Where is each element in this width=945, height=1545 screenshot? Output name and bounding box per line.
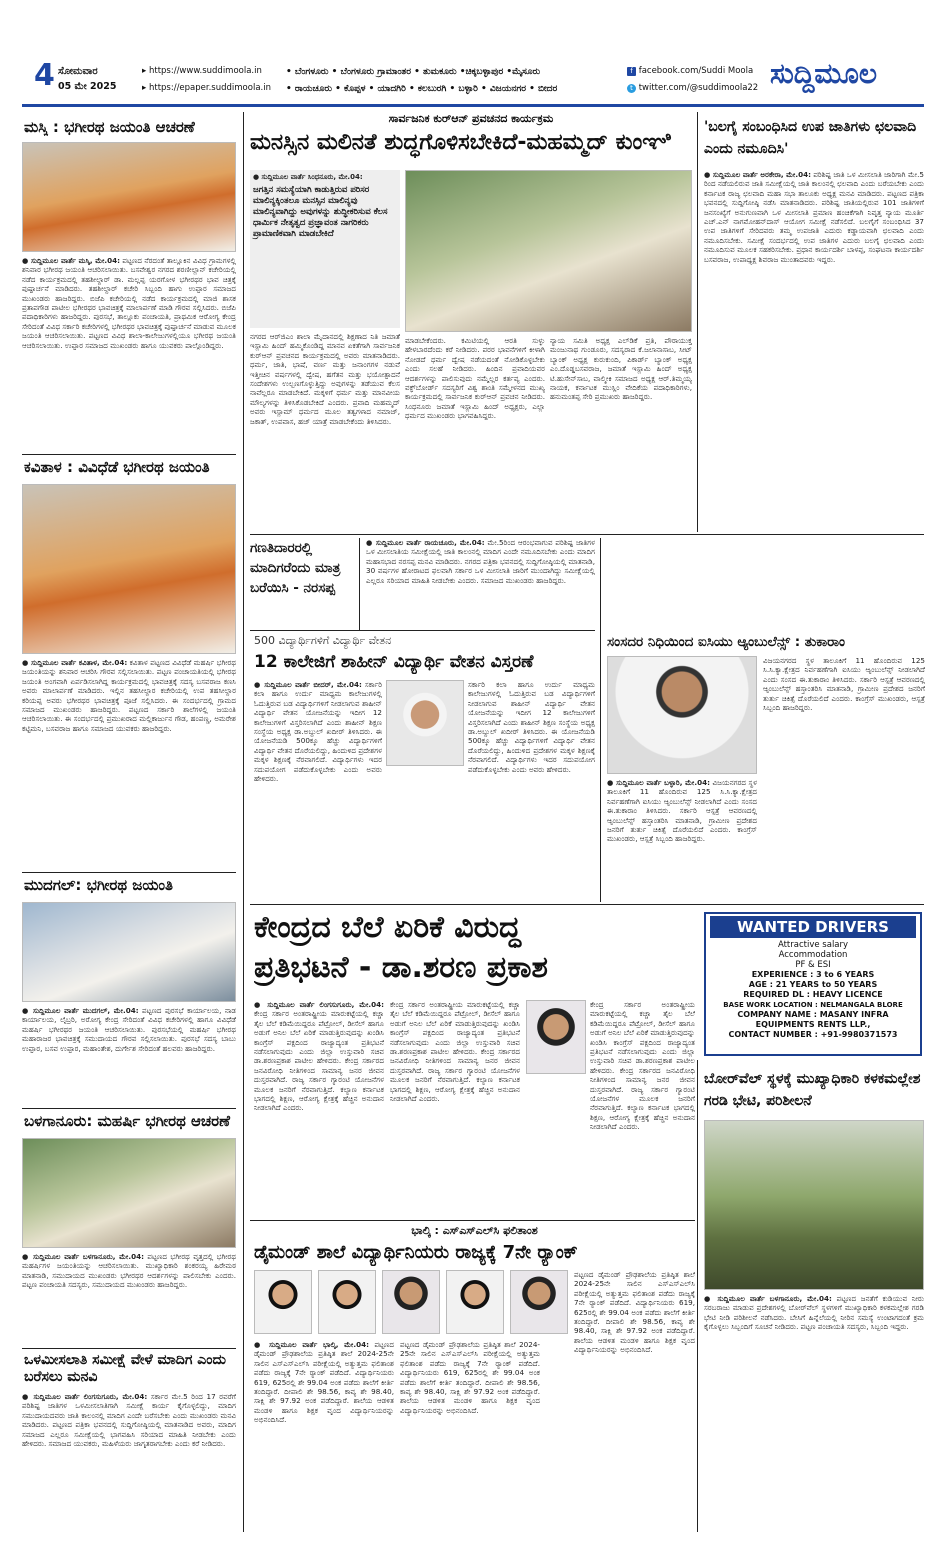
twitter-icon: t [627, 84, 636, 93]
photo-student-4 [446, 1270, 504, 1334]
rank-body-2: ಪಟ್ಟಣದ ಡೈಮಂಡ್ ಪ್ರೌಢಶಾಲೆಯ ಪ್ರತಿಷ್ಠಿತ ಶಾಲೆ 2024-25ನೇ ಸಾಲಿನ ಎಸ್‌ಎಸ್‌ಎಲ್‌ಸಿ ಪರೀಕ್ಷೆಯಲ್ಲಿ ಅತ್ಯುತ್ತಮ ಫಲಿತಾಂಶ ಪಡೆದು ರಾಜ್ಯಕ್ಕೆ 7ನೇ ರ್‍ಯಾಂಕ್ ಪಡೆದಿದೆ. ವಿದ್ಯಾರ್ಥಿನಿಯರು 619, 625ರಲ್ಲಿ ಶೇ 99.04 ಅಂಕ ಪಡೆದು ಶಾಲೆಗೆ ಕೀರ್ತಿ ತಂದಿದ್ದಾರೆ. ದೀಪಾಲಿ ಶೇ 98.56, ಕಾವ್ಯ ಶೇ 98.40, ಸಾಕ್ಷಿ ಶೇ 97.92 ಅಂಕ ಪಡೆದಿದ್ದಾರೆ. ಶಾಲೆಯ ಆಡಳಿತ ಮಂಡಳಿ ಹಾಗೂ ಶಿಕ್ಷಕ ವೃಂದ ವಿದ್ಯಾರ್ಥಿನಿಯರನ್ನು ಅಭಿನಂದಿಸಿದೆ. [400, 1340, 540, 1415]
sch-headline: 12 ಕಾಲೇಜಿಗೆ ಶಾಹೀನ್ ವಿದ್ಯಾರ್ಥಿ ವೇತನ ವಿಸ್ತರಣೆ [254, 652, 534, 672]
district-nav-2: • ರಾಯಚೂರು • ಕೊಪ್ಪಳ • ಯಾದಗಿರಿ • ಕಲಬುರಗಿ • ಬಳ್ಳಾರಿ • ವಿಜಯನಗರ • ಬೀದರ [286, 84, 558, 94]
ad-line: EQUIPMENTS RENTS LLP., [755, 1020, 871, 1029]
globe-icon: ▸ [142, 83, 149, 93]
protest-body-1: ● ಸುದ್ದಿಮೂಲ ವಾರ್ತೆ ಲಿಂಗಸುಗೂರು, ಮೇ.04: ಕೇಂದ್ರ ಸರ್ಕಾರ ಅಂತರಾಷ್ಟ್ರೀಯ ಮಾರುಕಟ್ಟೆಯಲ್ಲಿ ಕಚ್ಚಾ ತೈಲ ಬೆಲೆ ಕಡಿಮೆಯಿದ್ದರೂ ಪೆಟ್ರೋಲ್, ಡೀಸೆಲ್ ಹಾಗೂ ಅಡುಗೆ ಅನಿಲ ಬೆಲೆ ಏರಿಕೆ ಮಾಡುತ್ತಿರುವುದನ್ನು ಖಂಡಿಸಿ ಕಾಂಗ್ರೆಸ್ ಪಕ್ಷದಿಂದ ರಾಜ್ಯಾದ್ಯಂತ ಪ್ರತಿಭಟನೆ ನಡೆಸಲಾಗುವುದು ಎಂದು ಜಿಲ್ಲಾ ಉಸ್ತುವಾರಿ ಸಚಿವ ಡಾ.ಶರಣಪ್ರಕಾಶ ಪಾಟೀಲ ಹೇಳಿದರು. ಕೇಂದ್ರ ಸರ್ಕಾರದ ಜನವಿರೋಧಿ ನೀತಿಗಳಿಂದ ಸಾಮಾನ್ಯ ಜನರ ಜೀವನ ದುಸ್ತರವಾಗಿದೆ. ರಾಜ್ಯ ಸರ್ಕಾರ ಗ್ಯಾರಂಟಿ ಯೋಜನೆಗಳ ಮೂಲಕ ಜನರಿಗೆ ನೆರವಾಗುತ್ತಿದೆ. ಕಲ್ಯಾಣ ಕರ್ನಾಟಕ ಭಾಗದಲ್ಲಿ ಶಿಕ್ಷಣ, ಆರೋಗ್ಯ ಕ್ಷೇತ್ರಕ್ಕೆ ಹೆಚ್ಚಿನ ಅನುದಾನ ನೀಡಲಾಗಿದೆ ಎಂದರು. [254, 1000, 384, 1113]
ad-line: BASE WORK LOCATION : NELMANGALA BLORE [723, 1001, 903, 1009]
ad-title: WANTED DRIVERS [710, 916, 916, 938]
ad-line: AGE : 21 YEARS to 50 YEARS [748, 980, 878, 989]
drivers-ad [704, 912, 922, 1056]
rank-kicker: ಭಾಲ್ಕಿ : ಎಸ್‌ಎಸ್‌ಎಲ್‌ಸಿ ಫಲಿತಾಂಶ [411, 1224, 538, 1237]
article-body: ● ಸುದ್ದಿಮೂಲ ವಾರ್ತೆ ಬಳಗಾನೂರು, ಮೇ.04: ಪಟ್ಟಣದ ಜನತೆಗೆ ಕುಡಿಯುವ ನೀರು ಸರಬರಾಜು ಮಾಡುವ ಪ್ರದೇಶಗಳಲ್ಲಿ ಬೋರ್‌ವೆಲ್ ಸ್ಥಳಗಳಿಗೆ ಮುಖ್ಯಾಧಿಕಾರಿ ಕಳಕಮಲ್ಲೇಶ ಗರಡಿ ಭೇಟಿ ನೀಡಿ ಪರಿಶೀಲನೆ ನಡೆಸಿದರು. ಬೇಸಿಗೆ ಹಿನ್ನೆಲೆಯಲ್ಲಿ ನೀರಿನ ಸಮಸ್ಯೆ ಉಂಟಾಗದಂತೆ ಕ್ರಮ ಕೈಗೊಳ್ಳಲು ಸಿಬ್ಬಂದಿಗೆ ಸೂಚನೆ ನೀಡಿದರು. ಪಟ್ಟಣ ಪಂಚಾಯತಿ ಸದಸ್ಯರು, ಸಿಬ್ಬಂದಿ ಇದ್ದರು. [704, 1294, 924, 1332]
protest-body-2: ಕೇಂದ್ರ ಸರ್ಕಾರ ಅಂತರಾಷ್ಟ್ರೀಯ ಮಾರುಕಟ್ಟೆಯಲ್ಲಿ ಕಚ್ಚಾ ತೈಲ ಬೆಲೆ ಕಡಿಮೆಯಿದ್ದರೂ ಪೆಟ್ರೋಲ್, ಡೀಸೆಲ್ ಹಾಗೂ ಅಡುಗೆ ಅನಿಲ ಬೆಲೆ ಏರಿಕೆ ಮಾಡುತ್ತಿರುವುದನ್ನು ಖಂಡಿಸಿ ಕಾಂಗ್ರೆಸ್ ಪಕ್ಷದಿಂದ ರಾಜ್ಯಾದ್ಯಂತ ಪ್ರತಿಭಟನೆ ನಡೆಸಲಾಗುವುದು ಎಂದು ಜಿಲ್ಲಾ ಉಸ್ತುವಾರಿ ಸಚಿವ ಡಾ.ಶರಣಪ್ರಕಾಶ ಪಾಟೀಲ ಹೇಳಿದರು. ಕೇಂದ್ರ ಸರ್ಕಾರದ ಜನವಿರೋಧಿ ನೀತಿಗಳಿಂದ ಸಾಮಾನ್ಯ ಜನರ ಜೀವನ ದುಸ್ತರವಾಗಿದೆ. ರಾಜ್ಯ ಸರ್ಕಾರ ಗ್ಯಾರಂಟಿ ಯೋಜನೆಗಳ ಮೂಲಕ ಜನರಿಗೆ ನೆರವಾಗುತ್ತಿದೆ. ಕಲ್ಯಾಣ ಕರ್ನಾಟಕ ಭಾಗದಲ್ಲಿ ಶಿಕ್ಷಣ, ಆರೋಗ್ಯ ಕ್ಷೇತ್ರಕ್ಕೆ ಹೆಚ್ಚಿನ ಅನುದಾನ ನೀಡಲಾಗಿದೆ ಎಂದರು. [390, 1000, 520, 1104]
article-body: ● ಸುದ್ದಿಮೂಲ ವಾರ್ತೆ ಮುದಗಲ್, ಮೇ.04: ಪಟ್ಟಣದ ಪುರಸಭೆ ಕಾರ್ಯಾಲಯ, ನಾಡ ಕಾರ್ಯಾಲಯ, ಲೈಬ್ರರಿ, ಅರೋಗ್ಯ ಕೇಂದ್ರ ಸೇರಿದಂತೆ ವಿವಿಧ ಕಚೇರಿಗಳಲ್ಲಿ ಹಾಗೂ ವಿವಿಧೆಡೆ ಮಹರ್ಷಿ ಭಗೀರಥರ ಜಯಂತಿ ಆಚರಿಸಲಾಯಿತು. ಪುರಸಭೆಯಲ್ಲಿ ಮಹರ್ಷಿ ಭಗೀರಥ ಮಹಾರಾಜರ ಭಾವಚಿತ್ರಕ್ಕೆ ಸಮುದಾಯದ ಗೌರವ ಸಲ್ಲಿಸಲಾಯಿತು. ಪುರಸಭೆ ಸದಸ್ಯ ಬಾಬು ಉಪ್ಪಾರ, ಬಸವ ಉಪ್ಪಾರ, ಮಹಾಂತೇಶ, ದುರ್ಗೇಶ ಸೇರಿದಂತೆ ಹಲವರು ಹಾಜರಿದ್ದರು. [22, 1006, 236, 1053]
lead-body-col-2: ಮಾಡಬೇಕೆಂದರು. ಕಮಿಟಿಯಲ್ಲಿ ಆರತಿ ಸುಳ್ಳು ಹೇಳಬಾರದೆಂದು ಕರೆ ನೀಡಿದರು. ಪರರ ಭಾವನೆಗಳಿಗೆ ಕೀಳಾಗಿ ನೋಡದೆ ಧರ್ಮ ದ್ವೇಷ ನಡೆಯದಂತೆ ನೋಡಿಕೊಳ್ಳಬೇಕು ಎಂದು ಸಲಹೆ ನೀಡಿದರು. ಹಿಂದಿನ ಪ್ರವಾದಿಯವರ ಆದರ್ಶಗಳನ್ನು ಪಾಲಿಸುವುದು ನಮ್ಮೆಲ್ಲರ ಕರ್ತವ್ಯ ಎಂದರು. ವಕ್ಫ್‌ಬೋರ್ಡ್ ಸದಸ್ಯರಿಗೆ ವಿಶ್ವ ಶಾಂತಿ ಸಮ್ಮೇಳನದ ಮುಖ್ಯ ಕಾರ್ಯಕ್ರಮದಲ್ಲಿ ಸಾರ್ವಜನಿಕ ಕುರ್‌ಆನ್ ಪ್ರವಚನ ನೀಡಿದರು. ಸಿಂಧನೂರು ಜಮಾತೆ ಇಸ್ಲಾಮಿ ಹಿಂದ್ ಅಧ್ಯಕ್ಷರು, ಎಲ್ಲಾ ಧರ್ಮದ ಮುಖಂಡರು ಭಾಗವಹಿಸಿದ್ದರು. [405, 336, 545, 421]
article-title: ಒಳಮೀಸಲಾತಿ ಸಮೀಕ್ಷೆ ವೇಳೆ ಮಾದಿಗ ಎಂದು ಬರೆಸಲು ಮನವಿ [24, 1352, 226, 1385]
lead-headline: ಮನಸ್ಸಿನ ಮಲಿನತೆ ಶುದ್ಧಗೊಳಿಸಬೇಕಿದೆ-ಮಹಮ್ಮದ್ ಕುಂಞಿ [250, 130, 671, 155]
article-body: ● ಸುದ್ದಿಮೂಲ ವಾರ್ತೆ ಅರಕೇರಾ, ಮೇ.04: ಪರಿಶಿಷ್ಟ ಜಾತಿ ಒಳ ಮೀಸಲಾತಿ ಜಾರಿಗಾಗಿ ಮೇ.5 ರಿಂದ ನಡೆಯಲಿರುವ ಜಾತಿ ಸಮೀಕ್ಷೆಯಲ್ಲಿ ಜಾತಿ ಕಾಲಂನಲ್ಲಿ ಛಲವಾದಿ ಎಂದು ಬರೆಯಬೇಕು ಎಂದು ಕರ್ನಾಟಕ ರಾಜ್ಯ ಛಲವಾದಿ ಮಹಾ ಸಭಾ ತಾಲೂಕು ಅಧ್ಯಕ್ಷ ಮನವಿ ಮಾಡಿದರು. ಪಟ್ಟಣದ ಪತ್ರಿಕಾ ಭವನದಲ್ಲಿ ಸುದ್ದಿಗೋಷ್ಠಿ ನಡೆಸಿ ಮಾತನಾಡಿದರು. ಪರಿಶಿಷ್ಟ ಜಾತಿಯಲ್ಲಿರುವ 101 ಜಾತಿಗಳಿಗೆ ಜನಸಂಖ್ಯೆಗೆ ಅನುಗುಣವಾಗಿ ಒಳ ಮೀಸಲಾತಿ ಪ್ರಮಾಣ ಹಂಚಿಕೆಗಾಗಿ ನಿವೃತ್ತ ನ್ಯಾಯ ಮೂರ್ತಿ ಎಚ್.ಎನ್ ನಾಗಮೋಹನ್‌ದಾಸ್ ಆಯೋಗ ಸಮೀಕ್ಷೆ ನಡೆಸಲಿದೆ. ಬಲಗೈಗೆ ಸಂಬಂಧಿಸಿದ 37 ಉಪ ಜಾತಿಗಳಿಗೆ ಸೇರಿದವರು ತಮ್ಮ ಉಪಜಾತಿ ಎದುರು ಕಡ್ಡಾಯವಾಗಿ ಛಲವಾದಿ ಎಂದು ನಮೂದಿಸಬೇಕು. ಸಮೀಕ್ಷೆ ಸಂದರ್ಭದಲ್ಲಿ ಉಪ ಜಾತಿಗಳ ಎದುರು ಬಲಗೈ ಛಲವಾದಿ ಎಂದು ನಮೂದಿಸುವ ಮೂಲಕ ಸಹಕರಿಸಬೇಕು. ಪ್ರಧಾನ ಕಾರ್ಯದರ್ಶಿ ಬಾಳಪ್ಪ, ಸಂಘಟನಾ ಕಾರ್ಯದರ್ಶಿ ಬಸವರಾಜ, ಉಪಾಧ್ಯಕ್ಷ ಶಿವರಾಜ ಮುಂತಾದವರು ಇದ್ದರು. [704, 170, 924, 264]
district-nav-1: • ಬೆಂಗಳೂರು • ಬೆಂಗಳೂರು ಗ್ರಾಮಾಂತರ • ತುಮಕೂರು •ಚಿಕ್ಕಬಳ್ಳಾಪುರ •ಮೈಸೂರು [286, 67, 541, 77]
photo-protest-person [526, 1000, 586, 1074]
lead-pullquote: ● ಸುದ್ದಿಮೂಲ ವಾರ್ತೆ ಸಿಂಧನೂರು, ಮೇ.04: ಜಗತ್ತಿನ ಸಮಸ್ಯೆಯಾಗಿ ಕಾಡುತ್ತಿರುವ ಪರಿಸರ ಮಾಲಿನ್ಯಕ್ಕಿಂತಲೂ ಮನಸ್ಸಿನ ಮಾಲಿನ್ಯವು ಮಾಲಿನ್ಯವಾಗಿದ್ದು ಅವುಗಳನ್ನು ಶುದ್ಧೀಕರಿಸುವ ಕೆಲಸ ಧಾರ್ಮಿಕ ನೇತೃತ್ವದ ಪ್ರಜ್ಞಾವಂತ ನಾಗರಿಕರು ಪ್ರಾಮಾಣಿಕವಾಗಿ ಮಾಡಬೇಕಿದೆ [250, 170, 400, 328]
url-main[interactable]: ▸ https://www.suddimoola.in [142, 66, 262, 76]
protest-headline-1: ಕೇಂದ್ರದ ಬೆಲೆ ಏರಿಕೆ ವಿರುದ್ಧ [254, 910, 521, 945]
photo-balaganur-event [22, 1138, 236, 1248]
ad-line: EXPERIENCE : 3 to 6 YEARS [751, 970, 875, 979]
lead-kicker: ಸಾರ್ವಜನಿಕ ಕುರ್‌ಆನ್ ಪ್ರವಚನದ ಕಾರ್ಯಕ್ರಮ [388, 112, 554, 125]
protest-headline-2: ಪ್ರತಿಭಟನೆ - ಡಾ.ಶರಣ ಪ್ರಕಾಶ [254, 950, 548, 985]
url-epaper[interactable]: ▸ https://epaper.suddimoola.in [142, 83, 271, 93]
article-body-cont: ವಿಜಯನಗರದ ಸ್ಥಳ ತಾಲೂಕಿಗೆ 11 ಹೊಂದಿರುವ 125 ಸಿ.ಸಿ.ಕ್ಯಾ.ಕ್ಷೇತ್ರದ ನಿರ್ವಹಣೆಗಾಗಿ ಐಸಿಯು ಆ್ಯಂಬುಲೆನ್ಸ್ ನೀಡಲಾಗಿದೆ ಎಂದು ಸಂಸದ ಈ.ತುಕಾರಾಂ ತಿಳಿಸಿದರು. ಸರ್ಕಾರಿ ಆಸ್ಪತ್ರೆ ಆವರಣದಲ್ಲಿ ಆ್ಯಂಬುಲೆನ್ಸ್ ಹಸ್ತಾಂತರಿಸಿ ಮಾತನಾಡಿ, ಗ್ರಾಮೀಣ ಪ್ರದೇಶದ ಜನರಿಗೆ ತುರ್ತು ಚಿಕಿತ್ಸೆ ದೊರೆಯಲಿದೆ ಎಂದರು. ಕಾಂಗ್ರೆಸ್ ಮುಖಂಡರು, ಆಸ್ಪತ್ರೆ ಸಿಬ್ಬಂದಿ ಹಾಜರಿದ್ದರು. [763, 656, 925, 713]
lead-body-col-3: ನ್ಯಾಯ ಸಮಿತಿ ಅಧ್ಯಕ್ಷ ಎಲ್‌ಡಿಕೆ ಪ್ರತಿ, ಪೌರಾಯುಕ್ತ ಮಂಜುನಾಥ ಗುಂಡೂರು, ಸದಸ್ಯರಾದ ಕೆ.ಜಲಾನಾಸಾಬ, ಸೀಟ್ ಬ್ಯಾಂಕ್ ಅಧ್ಯಕ್ಷ ಕುರುಕುಂದಿ, ಪಿಕಾರ್ಡ್ ಬ್ಯಾಂಕ್ ಅಧ್ಯಕ್ಷ ಎಂ.ದೊಡ್ಡಬಸವರಾಜ, ಜಮಾತೆ ಇಸ್ಲಾಮಿ ಹಿಂದ್ ಅಧ್ಯಕ್ಷ ಟಿ.ಹುಸೇನ್‌ಸಾಬ, ವಾಲ್ಮೀಕಿ ಸಮಾಜದ ಅಧ್ಯಕ್ಷ ಆರ್.ತಿಮ್ಮಯ್ಯ ನಾಯಕ, ಕರ್ನಾಟಕ ಮುಸ್ಲಿಂ ವೇದಿಕೆಯ ಪದಾಧಿಕಾರಿಗಳು, ಹನುಮಂತಪ್ಪ ಸೇರಿ ಪ್ರಮುಖರು ಹಾಜರಿದ್ದರು. [550, 336, 692, 402]
globe-icon: ▸ [142, 66, 149, 76]
note-narasappa [250, 538, 595, 630]
protest-body-3: ಕೇಂದ್ರ ಸರ್ಕಾರ ಅಂತರಾಷ್ಟ್ರೀಯ ಮಾರುಕಟ್ಟೆಯಲ್ಲಿ ಕಚ್ಚಾ ತೈಲ ಬೆಲೆ ಕಡಿಮೆಯಿದ್ದರೂ ಪೆಟ್ರೋಲ್, ಡೀಸೆಲ್ ಹಾಗೂ ಅಡುಗೆ ಅನಿಲ ಬೆಲೆ ಏರಿಕೆ ಮಾಡುತ್ತಿರುವುದನ್ನು ಖಂಡಿಸಿ ಕಾಂಗ್ರೆಸ್ ಪಕ್ಷದಿಂದ ರಾಜ್ಯಾದ್ಯಂತ ಪ್ರತಿಭಟನೆ ನಡೆಸಲಾಗುವುದು ಎಂದು ಜಿಲ್ಲಾ ಉಸ್ತುವಾರಿ ಸಚಿವ ಡಾ.ಶರಣಪ್ರಕಾಶ ಪಾಟೀಲ ಹೇಳಿದರು. ಕೇಂದ್ರ ಸರ್ಕಾರದ ಜನವಿರೋಧಿ ನೀತಿಗಳಿಂದ ಸಾಮಾನ್ಯ ಜನರ ಜೀವನ ದುಸ್ತರವಾಗಿದೆ. ರಾಜ್ಯ ಸರ್ಕಾರ ಗ್ಯಾರಂಟಿ ಯೋಜನೆಗಳ ಮೂಲಕ ಜನರಿಗೆ ನೆರವಾಗುತ್ತಿದೆ. ಕಲ್ಯಾಣ ಕರ್ನಾಟಕ ಭಾಗದಲ್ಲಿ ಶಿಕ್ಷಣ, ಆರೋಗ್ಯ ಕ್ಷೇತ್ರಕ್ಕೆ ಹೆಚ್ಚಿನ ಅನುದಾನ ನೀಡಲಾಗಿದೆ ಎಂದರು. [590, 1000, 695, 1132]
photo-student-2 [318, 1270, 376, 1334]
photo-mudagal-event [22, 902, 236, 1002]
article-title: ಬಳಗಾನೂರು: ಮಹರ್ಷಿ ಭಗೀರಥ ಆಚರಣೆ [24, 1112, 231, 1130]
sslc-rank-article [250, 1224, 695, 1532]
twitter-link[interactable]: t twitter.com/@suddimoola22 [627, 83, 758, 94]
photo-kavitala-event [22, 484, 236, 654]
note-title: ಗಣತಿದಾರರಲ್ಲಿ ಮಾದಿಗರೆಂದು ಮಾತ್ರ ಬರೆಯಿಸಿ - ನರಸಪ್ಪ [250, 538, 360, 630]
article-title: ಬೋರ್‌ವೆಲ್ ಸ್ಥಳಕ್ಕೆ ಮುಖ್ಯಾಧಿಕಾರಿ ಕಳಕಮಲ್ಲೇಶ ಗರಡಿ ಭೇಟಿ, ಪರಿಶೀಲನೆ [704, 1071, 921, 1109]
page-number: 4 [34, 58, 55, 93]
photo-borewell-site [704, 1120, 924, 1290]
sch-body-1: ● ಸುದ್ದಿಮೂಲ ವಾರ್ತೆ ಬೀದರ್, ಮೇ.04: ಸರ್ಕಾರಿ ಕಲಾ ಹಾಗೂ ಉರ್ದು ಮಾಧ್ಯಮ ಕಾಲೇಜುಗಳಲ್ಲಿ ಓದುತ್ತಿರುವ ಬಡ ವಿದ್ಯಾರ್ಥಿಗಳಿಗೆ ನೀಡಲಾಗುವ ಶಾಹೀನ್ ವಿದ್ಯಾರ್ಥಿ ವೇತನ ಯೋಜನೆಯನ್ನು ಇದೀಗ 12 ಕಾಲೇಜುಗಳಿಗೆ ವಿಸ್ತರಿಸಲಾಗಿದೆ ಎಂದು ಶಾಹೀನ್ ಶಿಕ್ಷಣ ಸಂಸ್ಥೆಯ ಅಧ್ಯಕ್ಷ ಡಾ.ಅಬ್ದುಲ್ ಖದೀರ್ ತಿಳಿಸಿದರು. ಈ ಯೋಜನೆಯಡಿ 500ಕ್ಕೂ ಹೆಚ್ಚು ವಿದ್ಯಾರ್ಥಿಗಳಿಗೆ ವಿದ್ಯಾರ್ಥಿ ವೇತನ ದೊರೆಯಲಿದ್ದು, ಹಿಂದುಳಿದ ಪ್ರದೇಶಗಳ ಮಕ್ಕಳ ಶಿಕ್ಷಣಕ್ಕೆ ನೆರವಾಗಲಿದೆ. ವಿದ್ಯಾರ್ಥಿಗಳು ಇದರ ಸದುಪಯೋಗ ಪಡೆದುಕೊಳ್ಳಬೇಕು ಎಂದು ಅವರು ಹೇಳಿದರು. [254, 680, 382, 784]
photo-student-1 [254, 1270, 312, 1334]
rank-body-1: ● ಸುದ್ದಿಮೂಲ ವಾರ್ತೆ ಭಾಲ್ಕಿ, ಮೇ.04: ಪಟ್ಟಣದ ಡೈಮಂಡ್ ಪ್ರೌಢಶಾಲೆಯ ಪ್ರತಿಷ್ಠಿತ ಶಾಲೆ 2024-25ನೇ ಸಾಲಿನ ಎಸ್‌ಎಸ್‌ಎಲ್‌ಸಿ ಪರೀಕ್ಷೆಯಲ್ಲಿ ಅತ್ಯುತ್ತಮ ಫಲಿತಾಂಶ ಪಡೆದು ರಾಜ್ಯಕ್ಕೆ 7ನೇ ರ್‍ಯಾಂಕ್ ಪಡೆದಿದೆ. ವಿದ್ಯಾರ್ಥಿನಿಯರು 619, 625ರಲ್ಲಿ ಶೇ 99.04 ಅಂಕ ಪಡೆದು ಶಾಲೆಗೆ ಕೀರ್ತಿ ತಂದಿದ್ದಾರೆ. ದೀಪಾಲಿ ಶೇ 98.56, ಕಾವ್ಯ ಶೇ 98.40, ಸಾಕ್ಷಿ ಶೇ 97.92 ಅಂಕ ಪಡೆದಿದ್ದಾರೆ. ಶಾಲೆಯ ಆಡಳಿತ ಮಂಡಳಿ ಹಾಗೂ ಶಿಕ್ಷಕ ವೃಂದ ವಿದ್ಯಾರ್ಥಿನಿಯರನ್ನು ಅಭಿನಂದಿಸಿದೆ. [254, 1340, 394, 1425]
right-article-3 [704, 1064, 924, 1532]
photo-student-5 [510, 1270, 568, 1334]
photo-lead-event [405, 170, 692, 332]
ad-contact: CONTACT NUMBER : +91-9980371573 [728, 1030, 898, 1039]
photo-masks-event [22, 142, 236, 252]
article-title: ಸಂಸದರ ನಿಧಿಯಿಂದ ಐಸಿಯು ಆ್ಯಂಬುಲೆನ್ಸ್ : ತುಕಾರಾಂ [607, 634, 845, 650]
article-body: ● ಸುದ್ದಿಮೂಲ ವಾರ್ತೆ ಬಳಗಾನೂರು, ಮೇ.04: ಪಟ್ಟಣದ ಭಗೀರಥ ವೃತ್ತದಲ್ಲಿ ಭಗೀರಥ ಮಹರ್ಷಿಗಳ ಜಯಂತಿಯನ್ನು ಆಚರಿಸಲಾಯಿತು. ಮುಖ್ಯಾಧಿಕಾರಿ ಶಂಕರಯ್ಯ ಹಿರೇಮಠ ಮಾತನಾಡಿ, ಸಮುದಾಯದ ಮುಖಂಡರು ಭಗೀರಥರ ಆದರ್ಶಗಳನ್ನು ಪಾಲಿಸಬೇಕು ಎಂದರು. ಪಟ್ಟಣ ಪಂಚಾಯತಿ ಸದಸ್ಯರು, ಸಮುದಾಯದ ಮುಖಂಡರು ಹಾಜರಿದ್ದರು. [22, 1252, 236, 1290]
facebook-link[interactable]: f facebook.com/Suddi Moola [627, 66, 753, 77]
right-article-2 [600, 538, 924, 902]
article-title: 'ಬಲಗೈ ಸಂಬಂಧಿಸಿದ ಉಪ ಜಾತಿಗಳು ಛಲವಾದಿ ಎಂದು ನಮೂದಿಸಿ' [704, 119, 917, 157]
page-header [0, 0, 945, 106]
ad-line: REQUIRED DL : HEAVY LICENCE [743, 990, 883, 999]
url-block [142, 66, 277, 94]
ad-line: Attractive salary [777, 940, 849, 950]
lead-body-col-1: ನಗರದ ಆರ್‌ಜಿಎಂ ಶಾಲಾ ಮೈದಾನದಲ್ಲಿ ಶಿಕ್ಷಣಾದ ನಿತಿ ಜಮಾತೆ ಇಸ್ಲಾಮಿ ಹಿಂದ್ ಹಮ್ಮಿಕೊಂಡಿದ್ದ ಮಾನವ ಏಕತೆಗಾಗಿ ಸಾರ್ವಜನಿಕ ಕುರ್‌ಆನ್ ಪ್ರವಚನದ ಕಾರ್ಯಕ್ರಮದಲ್ಲಿ ಅವರು ಮಾತನಾಡಿದರು. ಧರ್ಮ, ಜಾತಿ, ಭಾಷೆ, ವರ್ಣ ಮತ್ತು ಜನಾಂಗಗಳ ನಡುವೆ ಇತ್ತೀಚಿನ ವರ್ಷಗಳಲ್ಲಿ ದ್ವೇಷ, ಹಗೆತನ ಮತ್ತು ಭಯೋತ್ಪಾದನೆ ಸಂದೇಶಗಳು ಉಲ್ಬಣಗೊಳ್ಳುತ್ತಿದ್ದು ಅವುಗಳನ್ನು ತಡೆಯುವ ಕೆಲಸ ನಾವೆಲ್ಲರೂ ಮಾಡಬೇಕಿದೆ. ಮಕ್ಕಳಿಗೆ ಧರ್ಮ ಮತ್ತು ಮಾನವೀಯ ಮೌಲ್ಯಗಳನ್ನು ತಿಳಿಸಿಕೊಡಬೇಕಿದೆ ಎಂದರು. ಪ್ರವಾದಿ ಮಹಮ್ಮದ್ ಅವರು ಇಸ್ಲಾಮ್ ಧರ್ಮದ ಮೂಲ ತತ್ವಗಳಾದ ನಮಾಜ್, ಜಕಾತ್, ಉಪವಾಸ, ಹಜ್ ಯಾತ್ರೆ ಮಾಡಬೇಕೆಂದು ತಿಳಿಸಿದರು. [250, 332, 400, 426]
protest-article [250, 908, 695, 1218]
ad-line: Accommodation [778, 950, 848, 960]
article-body: ● ಸುದ್ದಿಮೂಲ ವಾರ್ತೆ ಕವಿತಾಳ, ಮೇ.04: ಕವಿತಾಳ ಪಟ್ಟಣದ ವಿವಿಧೆಡೆ ಮಹರ್ಷಿ ಭಗೀರಥ ಜಯಂತಿಯನ್ನು ಶನಿವಾರ ಆಚರಿಸಿ ಗೌರವ ಸಲ್ಲಿಸಲಾಯಿತು. ಪಟ್ಟಣ ಪಂಚಾಯತಿಯಲ್ಲಿ ಭಗೀರಥ ಜಯಂತಿ ಅಂಗವಾಗಿ ಏರ್ಪಡಿಸಲಾಗಿದ್ದ ಕಾರ್ಯಕ್ರಮದಲ್ಲಿ ಭಾವಚಿತ್ರಕ್ಕೆ ಸದಸ್ಯ ಬಸವರಾಜ ಕಣಸಿ ಅವರು ಮಾಲಾರ್ಪಣೆ ಮಾಡಿದರು. ಇಲ್ಲಿನ ತಹಸೀಲ್ದಾರ ಕಚೇರಿಯಲ್ಲಿ ಉಪ ತಹಸೀಲ್ದಾರ ಕರಿಯಪ್ಪ ಅವರು ಭಗೀರಥರ ಭಾವಚಿತ್ರಕ್ಕೆ ಪೂಜೆ ಸಲ್ಲಿಸಿದರು. ಈ ಸಂದರ್ಭದಲ್ಲಿ ಗ್ರಾಮದ ಸಮಾಜದ ಮುಖಂಡರು ಹಾಜರಿದ್ದರು. ಪಟ್ಟಣದ ಸರ್ಕಾರಿ ಶಾಲೆಗಳಲ್ಲಿ ಜಯಂತಿ ಆಚರಿಸಲಾಯಿತು. ಈ ಸಂದರ್ಭದಲ್ಲಿ ಪ್ರಮುಖರಾದ ಮಲ್ಲಿಕಾರ್ಜುನ ಗೌಡ, ಹಂಪಣ್ಣ, ಅಮರೇಶ ಕಟ್ಟಿಮನಿ, ಬಸವರಾಜ ಹಾಗೂ ಸಮಾಜದ ಯುವಕರು ಹಾಜರಿದ್ದರು. [22, 658, 236, 733]
rank-headline: ಡೈಮಂಡ್ ಶಾಲೆ ವಿದ್ಯಾರ್ಥಿನಿಯರು ರಾಜ್ಯಕ್ಕೆ 7ನೇ ರ್‍ಯಾಂಕ್ [254, 1242, 578, 1263]
left-column [22, 112, 238, 1532]
note-body: ● ಸುದ್ದಿಮೂಲ ವಾರ್ತೆ ರಾಯಚೂರು, ಮೇ.04: ಮೇ.5ರಿಂದ ಆರಂಭವಾಗುವ ಪರಿಶಿಷ್ಟ ಜಾತಿಗಳ ಒಳ ಮೀಸಲಾತಿಯ ಸಮೀಕ್ಷೆಯಲ್ಲಿ ಜಾತಿ ಕಾಲಂನಲ್ಲಿ ಮಾದಿಗ ಎಂದೇ ನಮೂದಿಸಬೇಕು ಎಂದು ಮಾದಿಗ ಮಹಾಸಭಾದ ನರಸಪ್ಪ ಮನವಿ ಮಾಡಿದರು. ನಗರದ ಪತ್ರಿಕಾ ಭವನದಲ್ಲಿ ಸುದ್ದಿಗೋಷ್ಠಿಯಲ್ಲಿ ಮಾತನಾಡಿ, 30 ವರ್ಷಗಳ ಹೋರಾಟದ ಫಲವಾಗಿ ಸರ್ಕಾರ ಒಳ ಮೀಸಲಾತಿ ಜಾರಿಗೆ ಮುಂದಾಗಿದ್ದು ಸಮೀಕ್ಷೆಯಲ್ಲಿ ಎಲ್ಲರೂ ಸರಿಯಾದ ಮಾಹಿತಿ ನೀಡಬೇಕು ಎಂದರು. ಸಮಾಜದ ಮುಖಂಡರು ಹಾಜರಿದ್ದರು. [366, 538, 595, 585]
photo-scholarship-person [386, 680, 464, 766]
scholarship-article [250, 634, 595, 902]
lead-article [250, 112, 692, 532]
day-label: ಸೋಮವಾರ [58, 66, 98, 77]
rank-body-3: ಪಟ್ಟಣದ ಡೈಮಂಡ್ ಪ್ರೌಢಶಾಲೆಯ ಪ್ರತಿಷ್ಠಿತ ಶಾಲೆ 2024-25ನೇ ಸಾಲಿನ ಎಸ್‌ಎಸ್‌ಎಲ್‌ಸಿ ಪರೀಕ್ಷೆಯಲ್ಲಿ ಅತ್ಯುತ್ತಮ ಫಲಿತಾಂಶ ಪಡೆದು ರಾಜ್ಯಕ್ಕೆ 7ನೇ ರ್‍ಯಾಂಕ್ ಪಡೆದಿದೆ. ವಿದ್ಯಾರ್ಥಿನಿಯರು 619, 625ರಲ್ಲಿ ಶೇ 99.04 ಅಂಕ ಪಡೆದು ಶಾಲೆಗೆ ಕೀರ್ತಿ ತಂದಿದ್ದಾರೆ. ದೀಪಾಲಿ ಶೇ 98.56, ಕಾವ್ಯ ಶೇ 98.40, ಸಾಕ್ಷಿ ಶೇ 97.92 ಅಂಕ ಪಡೆದಿದ್ದಾರೆ. ಶಾಲೆಯ ಆಡಳಿತ ಮಂಡಳಿ ಹಾಗೂ ಶಿಕ್ಷಕ ವೃಂದ ವಿದ್ಯಾರ್ಥಿನಿಯರನ್ನು ಅಭಿನಂದಿಸಿದೆ. [574, 1270, 695, 1355]
photo-student-3 [382, 1270, 440, 1334]
facebook-icon: f [627, 67, 636, 76]
article-body: ● ಸುದ್ದಿಮೂಲ ವಾರ್ತೆ ಬಳ್ಳಾರಿ, ಮೇ.04: ವಿಜಯನಗರದ ಸ್ಥಳ ತಾಲೂಕಿಗೆ 11 ಹೊಂದಿರುವ 125 ಸಿ.ಸಿ.ಕ್ಯಾ.ಕ್ಷೇತ್ರದ ನಿರ್ವಹಣೆಗಾಗಿ ಐಸಿಯು ಆ್ಯಂಬುಲೆನ್ಸ್ ನೀಡಲಾಗಿದೆ ಎಂದು ಸಂಸದ ಈ.ತುಕಾರಾಂ ತಿಳಿಸಿದರು. ಸರ್ಕಾರಿ ಆಸ್ಪತ್ರೆ ಆವರಣದಲ್ಲಿ ಆ್ಯಂಬುಲೆನ್ಸ್ ಹಸ್ತಾಂತರಿಸಿ ಮಾತನಾಡಿ, ಗ್ರಾಮೀಣ ಪ್ರದೇಶದ ಜನರಿಗೆ ತುರ್ತು ಚಿಕಿತ್ಸೆ ದೊರೆಯಲಿದೆ ಎಂದರು. ಕಾಂಗ್ರೆಸ್ ಮುಖಂಡರು, ಆಸ್ಪತ್ರೆ ಸಿಬ್ಬಂದಿ ಹಾಜರಿದ್ದರು. [607, 778, 757, 844]
right-article-1 [704, 112, 924, 532]
article-title: ಮುದಗಲ್: ಭಗೀರಥ ಜಯಂತಿ [24, 876, 173, 894]
ad-line: COMPANY NAME : MASANY INFRA [737, 1010, 889, 1019]
masthead-logo: ಸುದ್ದಿಮೂಲ [770, 57, 878, 90]
article-body: ● ಸುದ್ದಿಮೂಲ ವಾರ್ತೆ ಮಸ್ಕಿ, ಮೇ.04: ಪಟ್ಟಣದ ನೆರದಂತೆ ತಾಲ್ಲೂಕಿನ ವಿವಿಧ ಗ್ರಾಮಗಳಲ್ಲಿ ಶನಿವಾರ ಭಗೀರಥ ಜಯಂತಿ ಆಚರಿಸಲಾಯಿತು. ಬಸವೇಶ್ವರ ನಗರದ ಶರಣೀಲ್ಲಾನ್ ಕಚೇರಿಯಲ್ಲಿ ನಡೆದ ಕಾರ್ಯಕ್ರಮದಲ್ಲಿ ತಹಶೀಲ್ದಾರ್ ಡಾ. ಮಲ್ಲಪ್ಪ ಯರಗೋಳ ಭಗೀರಥರ ಭಾವ ಚಿತ್ರಕ್ಕೆ ಪುಷ್ಪಾರ್ಚನೆ ಮಾಡಿದರು. ತಹಶೀಲ್ದಾರ್ ಕಚೇರಿ ಸಿಬ್ಬಂದಿ ಹಾಗು ಉಪ್ಪಾರ ಸಮಾಜದ ಮುಖಂಡರು ಹಾಜರಿದ್ದರು. ಬಿಜೆಪಿ ಕಚೇರಿಯಲ್ಲಿ ನಡೆದ ಕಾರ್ಯಕ್ರಮದಲ್ಲಿ ಮಾಜಿ ಶಾಸಕ ಪ್ರತಾಪಗೌಡ ಪಾಟೀಲ ಭಗೀರಥರ ಭಾವಚಿತ್ರಕ್ಕೆ ಮಾಲಾರ್ಪಣೆ ಮಾಡಿ ಗೌರವ ಸಲ್ಲಿಸಿದರು. ಬಿಜೆಪಿ ಪದಾಧಿಕಾರಿಗಳು ಹಾಜರಿದ್ದರು. ಪುರಸಭೆ, ತಾಲ್ಲೂಕು ಪಂಚಾಯತಿ, ಪ್ರಾಥಮಿಕ ಆರೋಗ್ಯ ಕೇಂದ್ರ ಸೇರಿದಂತೆ ವಿವಿಧ ಸರ್ಕಾರಿ ಕಚೇರಿಗಳಲ್ಲಿ ಭಗೀರಥರ ಭಾವಚಿತ್ರಕ್ಕೆ ಪುಷ್ಪಾರ್ಚನೆ ಮಾಡುವ ಮೂಲಕ ಜಯಂತಿ ಆಚರಿಸಲಾಯಿತು. ಪಟ್ಟಣದ ವಿವಿಧ ಶಾಲಾ-ಕಾಲೇಜುಗಳಲ್ಲಿಯೂ ಭಗೀರಥ ಜಯಂತಿ ಆಚರಿಸಲಾಯಿತು. ಉಪ್ಪಾರ ಸಮಾಜದ ಮುಖಂಡರು ಹಾಗೂ ಯುವಕರು ಪಾಲ್ಗೊಂಡಿದ್ದರು. [22, 256, 236, 350]
sch-body-2: ಸರ್ಕಾರಿ ಕಲಾ ಹಾಗೂ ಉರ್ದು ಮಾಧ್ಯಮ ಕಾಲೇಜುಗಳಲ್ಲಿ ಓದುತ್ತಿರುವ ಬಡ ವಿದ್ಯಾರ್ಥಿಗಳಿಗೆ ನೀಡಲಾಗುವ ಶಾಹೀನ್ ವಿದ್ಯಾರ್ಥಿ ವೇತನ ಯೋಜನೆಯನ್ನು ಇದೀಗ 12 ಕಾಲೇಜುಗಳಿಗೆ ವಿಸ್ತರಿಸಲಾಗಿದೆ ಎಂದು ಶಾಹೀನ್ ಶಿಕ್ಷಣ ಸಂಸ್ಥೆಯ ಅಧ್ಯಕ್ಷ ಡಾ.ಅಬ್ದುಲ್ ಖದೀರ್ ತಿಳಿಸಿದರು. ಈ ಯೋಜನೆಯಡಿ 500ಕ್ಕೂ ಹೆಚ್ಚು ವಿದ್ಯಾರ್ಥಿಗಳಿಗೆ ವಿದ್ಯಾರ್ಥಿ ವೇತನ ದೊರೆಯಲಿದ್ದು, ಹಿಂದುಳಿದ ಪ್ರದೇಶಗಳ ಮಕ್ಕಳ ಶಿಕ್ಷಣಕ್ಕೆ ನೆರವಾಗಲಿದೆ. ವಿದ್ಯಾರ್ಥಿಗಳು ಇದರ ಸದುಪಯೋಗ ಪಡೆದುಕೊಳ್ಳಬೇಕು ಎಂದು ಅವರು ಹೇಳಿದರು. [468, 680, 595, 774]
article-title: ಮಸ್ಕಿ : ಭಗೀರಥ ಜಯಂತಿ ಆಚರಣೆ [24, 118, 195, 136]
sch-kicker: 500 ವಿದ್ಯಾರ್ಥಿಗಳಿಗೆ ವಿದ್ಯಾರ್ಥಿ ವೇತನ [254, 634, 392, 647]
ad-line: PF & ESI [795, 960, 831, 970]
article-title: ಕವಿತಾಳ : ವಿವಿಧೆಡೆ ಭಗೀರಥ ಜಯಂತಿ [24, 458, 210, 476]
article-body: ● ಸುದ್ದಿಮೂಲ ವಾರ್ತೆ ಲಿಂಗಸುಗೂರು, ಮೇ.04: ಸರ್ಕಾರ ಮೇ.5 ರಿಂದ 17 ರವರೆಗೆ ಪರಿಶಿಷ್ಟ ಜಾತಿಗಳ ಒಳಮೀಸಲಾತಿಗಾಗಿ ಸಮೀಕ್ಷೆ ಕಾರ್ಯ ಕೈಗೊಳ್ಳಲಿದ್ದು, ಮಾದಿಗ ಸಮುದಾಯದವರು ಜಾತಿ ಕಾಲಂನಲ್ಲಿ ಮಾದಿಗ ಎಂದೇ ಬರೆಸಬೇಕು ಎಂದು ಮುಖಂಡರು ಮನವಿ ಮಾಡಿದರು. ಪಟ್ಟಣದ ಪತ್ರಿಕಾ ಭವನದಲ್ಲಿ ಸುದ್ದಿಗೋಷ್ಠಿಯಲ್ಲಿ ಮಾತನಾಡಿದ ಅವರು, ಮಾದಿಗ ಸಮಾಜದ ಎಲ್ಲರೂ ಸಮೀಕ್ಷೆಯಲ್ಲಿ ಭಾಗವಹಿಸಿ ಸರಿಯಾದ ಮಾಹಿತಿ ನೀಡಬೇಕು ಎಂದು ಹೇಳಿದರು. ಸಮಾಜದ ಯುವಕರು, ಮಹಿಳೆಯರು ಜಾಗೃತರಾಗಬೇಕು ಎಂದು ಕರೆ ನೀಡಿದರು. [22, 1392, 236, 1449]
date-label: 05 ಮೇ 2025 [58, 81, 117, 92]
photo-ambulance-event [607, 656, 757, 774]
